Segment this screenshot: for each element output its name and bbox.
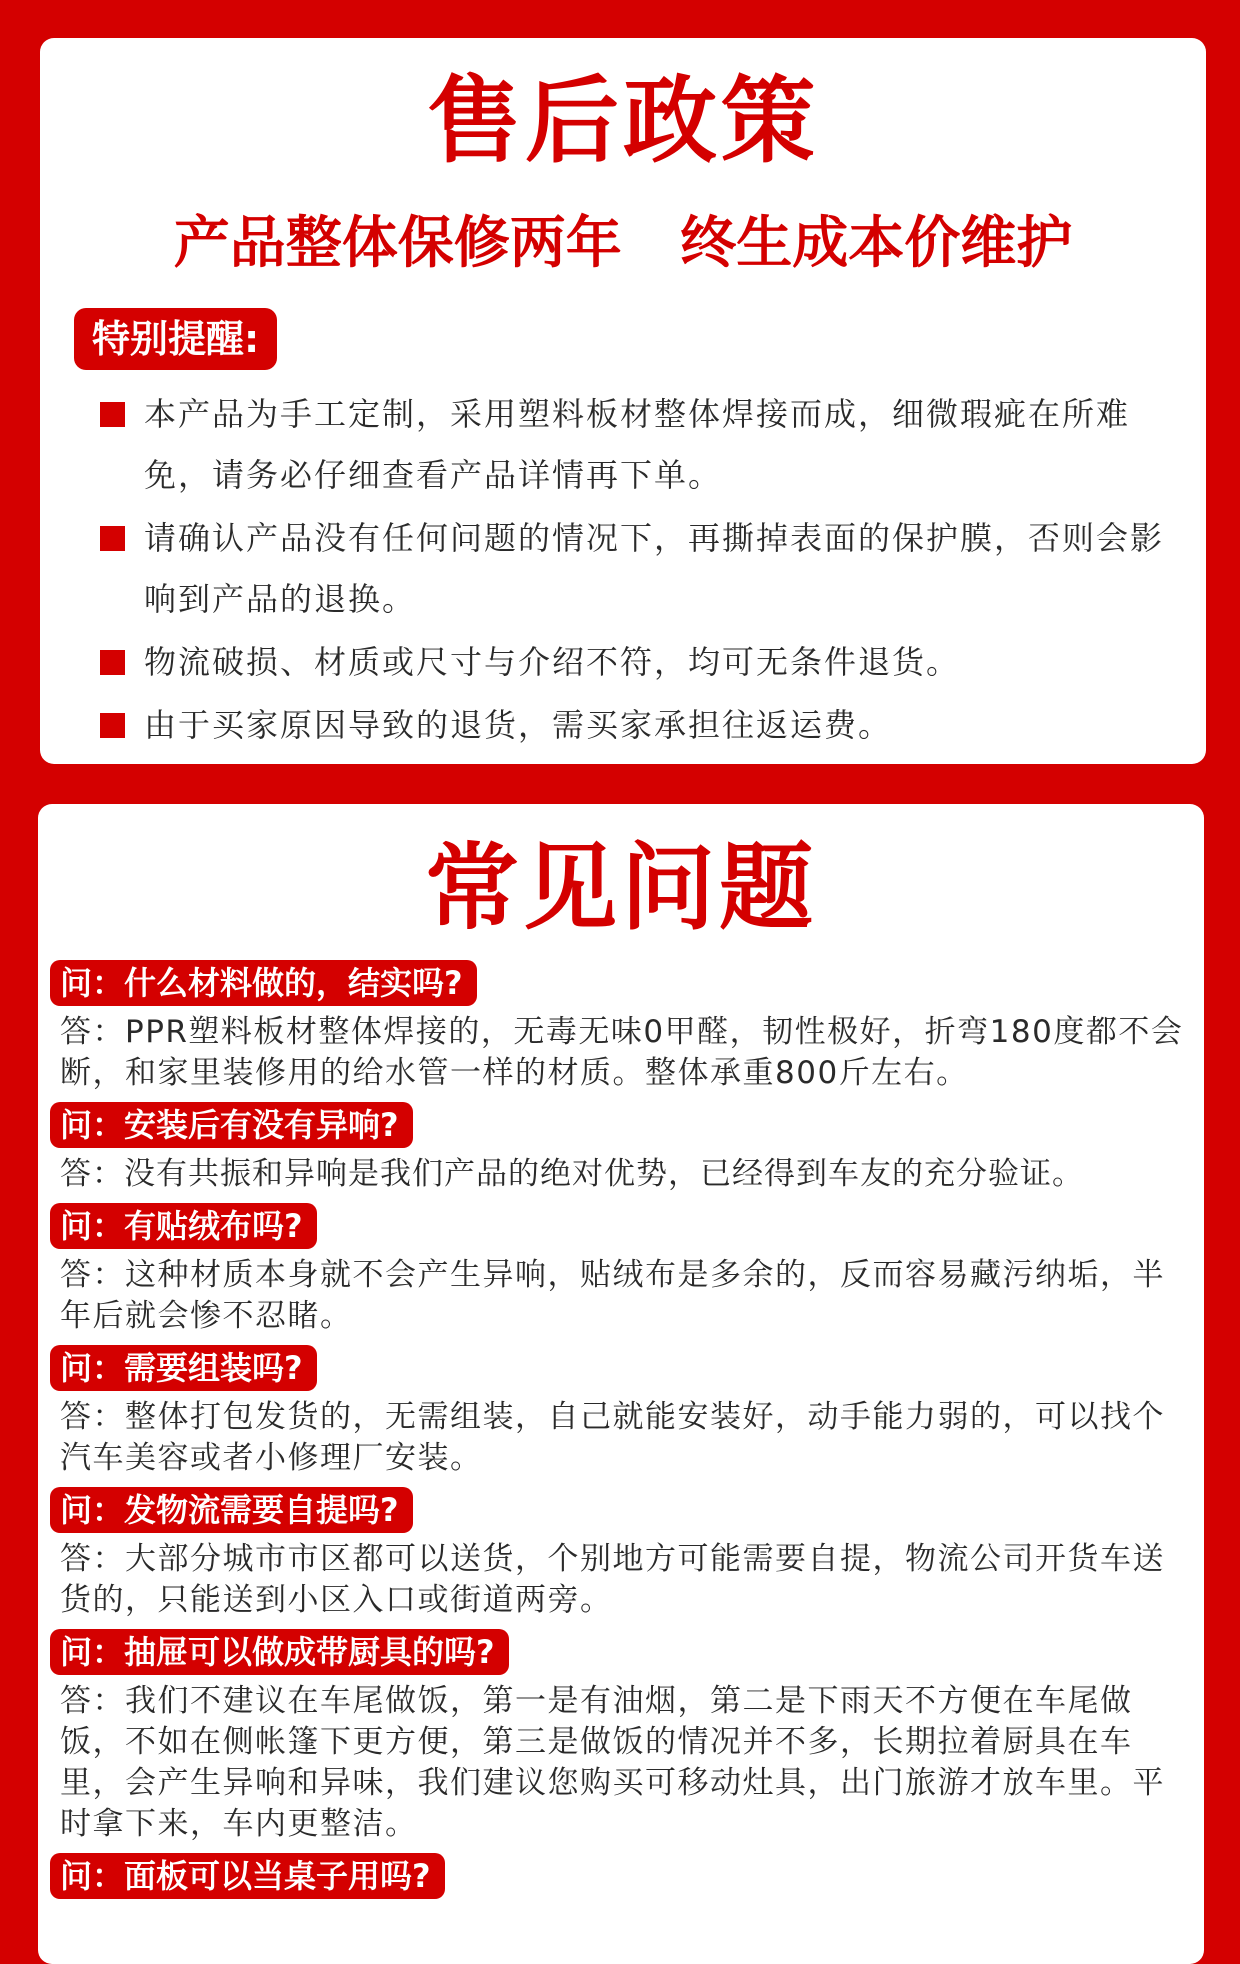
reminder-item <box>100 384 1180 506</box>
faq-question: 问：有贴绒布吗? <box>50 1203 317 1249</box>
faq-question: 问：抽屉可以做成带厨具的吗? <box>50 1629 509 1675</box>
faq-item <box>50 960 1200 1102</box>
faq-question: 问：什么材料做的，结实吗? <box>50 960 477 1006</box>
red-square-bullet-icon <box>100 713 125 738</box>
faq-item <box>50 1629 1200 1853</box>
reminder-text: 由于买家原因导致的退货，需买家承担往返运费。 <box>144 706 893 744</box>
faq-question: 问：安装后有没有异响? <box>50 1102 413 1148</box>
faq-title: 常见问题 <box>424 834 817 943</box>
faq-answer: 答：我们不建议在车尾做饭，第一是有油烟，第二是下雨天不方便在车尾做饭，不如在侧帐篷下更方便，第三是做饭的情况并不多，长期拉着厨具在车里，会产生异响和异味，我们建议您购买可移动灶具，出门旅游才放车里。平时拿下来，车内更整洁。 <box>60 1683 1165 1842</box>
reminder-text: 本产品为手工定制，采用塑料板材整体焊接而成，细微瑕疵在所难免，请务必仔细查看产品详情再下单。 <box>144 395 1131 494</box>
faq-answer: 答：PPR塑料板材整体焊接的，无毒无味0甲醛，韧性极好，折弯180度都不会断，和家里装修用的给水管一样的材质。整体承重800斤左右。 <box>60 1014 1184 1091</box>
policy-subtitle: 产品整体保修两年 终生成本价维护 <box>173 211 1073 276</box>
faq-item <box>50 1102 1200 1203</box>
reminder-item <box>100 632 1180 693</box>
faq-item <box>50 1853 1200 1899</box>
reminder-text: 物流破损、材质或尺寸与介绍不符，均可无条件退货。 <box>144 643 961 681</box>
faq-answer: 答：整体打包发货的，无需组装，自己就能安装好，动手能力弱的，可以找个汽车美容或者小修理厂安装。 <box>60 1399 1165 1476</box>
red-square-bullet-icon <box>100 650 125 675</box>
reminder-list <box>100 384 1180 758</box>
policy-title: 售后政策 <box>426 67 819 176</box>
faq-item <box>50 1487 1200 1629</box>
after-sales-policy-card <box>40 38 1206 764</box>
faq-question: 问：面板可以当桌子用吗? <box>50 1853 445 1899</box>
faq-item <box>50 1203 1200 1345</box>
faq-question: 问：发物流需要自提吗? <box>50 1487 413 1533</box>
faq-answer: 答：大部分城市市区都可以送货，个别地方可能需要自提，物流公司开货车送货的，只能送到小区入口或街道两旁。 <box>60 1541 1165 1618</box>
reminder-item <box>100 695 1180 756</box>
red-square-bullet-icon <box>100 526 125 551</box>
faq-question: 问：需要组装吗? <box>50 1345 317 1391</box>
faq-list <box>50 960 1200 1899</box>
special-reminder-label: 特别提醒: <box>74 308 277 370</box>
red-square-bullet-icon <box>100 402 125 427</box>
faq-answer: 答：这种材质本身就不会产生异响，贴绒布是多余的，反而容易藏污纳垢，半年后就会惨不忍睹。 <box>60 1257 1165 1334</box>
reminder-item <box>100 508 1180 630</box>
faq-item <box>50 1345 1200 1487</box>
reminder-text: 请确认产品没有任何问题的情况下，再撕掉表面的保护膜，否则会影响到产品的退换。 <box>144 519 1165 618</box>
faq-card <box>38 804 1204 1964</box>
faq-answer: 答：没有共振和异响是我们产品的绝对优势，已经得到车友的充分验证。 <box>60 1156 1084 1192</box>
